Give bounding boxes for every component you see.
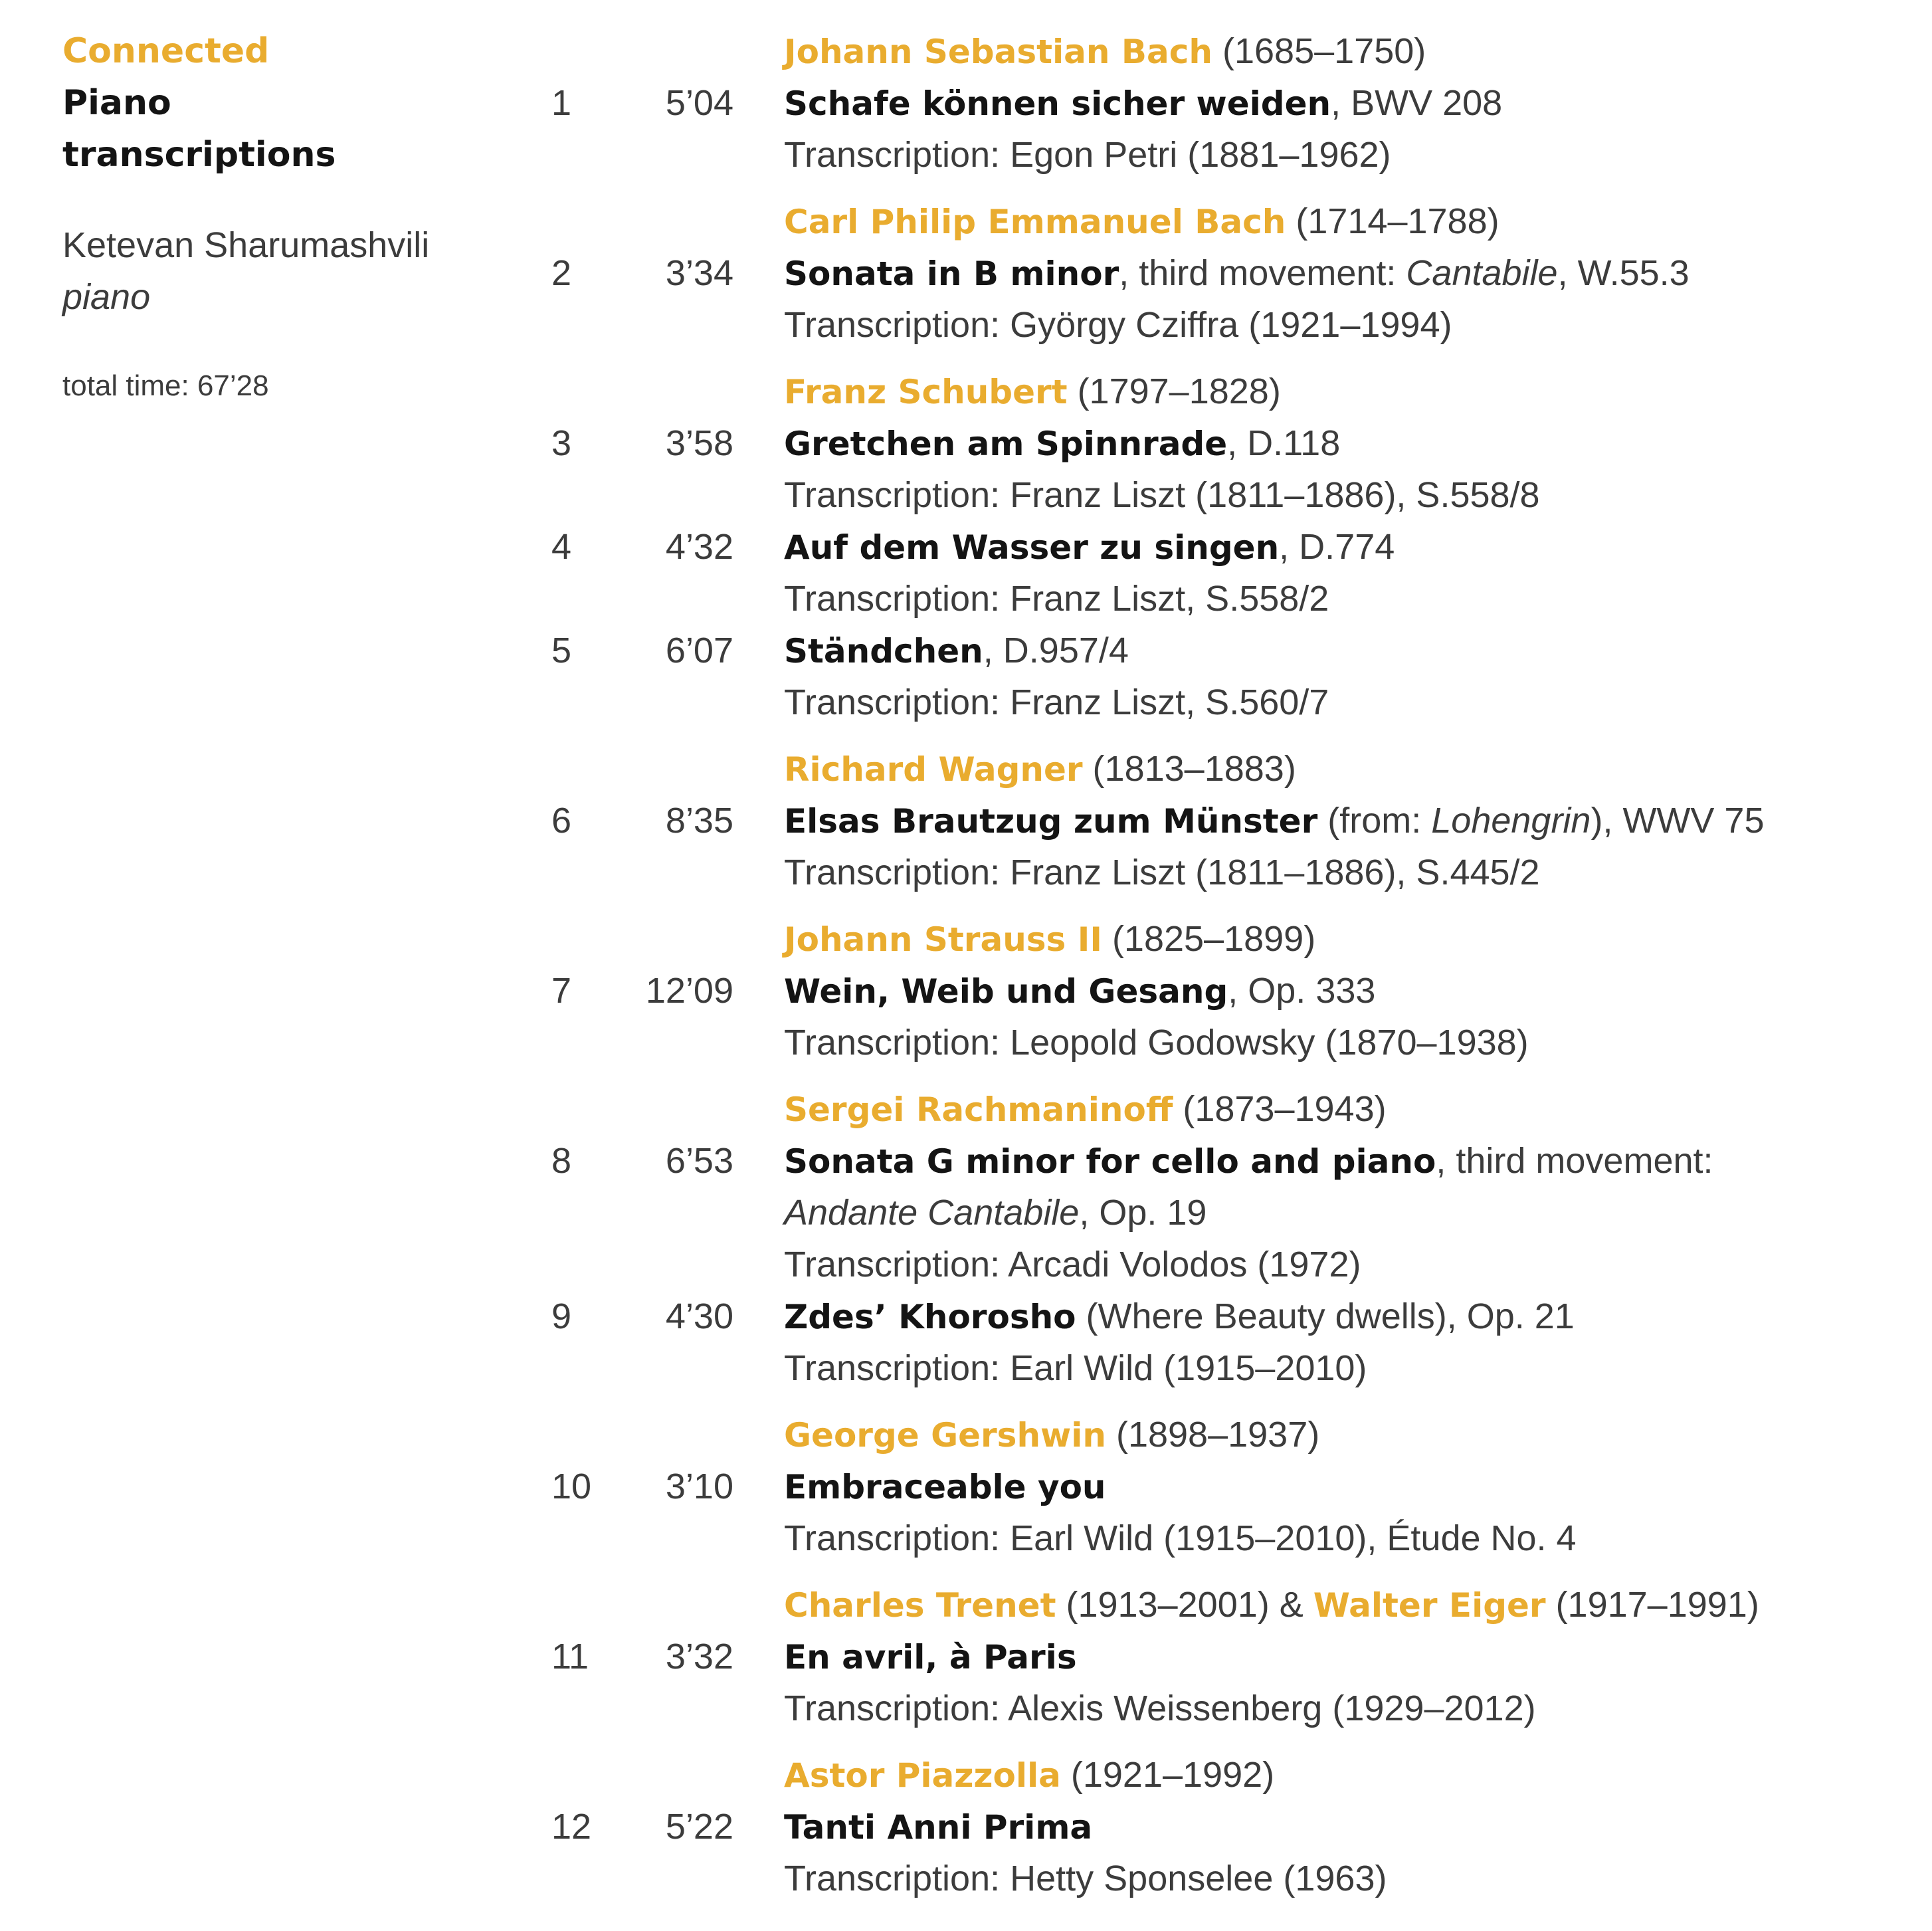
track-row — [0, 1801, 1932, 1853]
track-title-line — [784, 77, 1502, 130]
transcription-credit: Transcription: Alexis Weissenberg (1929–2012) — [784, 1688, 1536, 1728]
transcription-row — [0, 1512, 1932, 1564]
transcription-credit: Transcription: Franz Liszt, S.558/2 — [784, 579, 1329, 619]
transcription-row — [0, 847, 1932, 898]
transcription-credit: Transcription: Earl Wild (1915–2010) — [784, 1348, 1367, 1388]
transcription-credit: Transcription: Franz Liszt (1811–1886), S.558/8 — [784, 475, 1540, 515]
composer-row — [0, 1579, 1932, 1631]
transcription-credit: Transcription: Leopold Godowsky (1870–1938) — [784, 1023, 1529, 1063]
composer-row — [0, 1749, 1932, 1801]
track-title: Auf dem Wasser zu singen — [784, 528, 1280, 567]
track-title-line — [784, 1461, 1106, 1513]
track-number: 11 — [551, 1637, 589, 1677]
track-title: Schafe können sicher weiden — [784, 84, 1331, 123]
track-row — [0, 521, 1932, 573]
composer-group — [0, 1083, 1932, 1394]
transcription-credit: Transcription: György Cziffra (1921–1994) — [784, 305, 1452, 345]
track-duration: 3’10 — [665, 1467, 733, 1506]
transcription-credit: Transcription: Franz Liszt (1811–1886), S.445/2 — [784, 853, 1540, 892]
composer-name: Johann Sebastian Bach — [784, 33, 1212, 71]
track-duration: 6’07 — [665, 631, 733, 670]
composer-dates: (1873–1943) — [1173, 1089, 1387, 1129]
composer-row — [0, 195, 1932, 247]
composer-group — [0, 195, 1932, 351]
track-catalogue: ), WWV 75 — [1591, 801, 1765, 841]
track-number: 4 — [551, 527, 572, 567]
performer-instrument: piano — [62, 277, 151, 317]
total-time: total time: 67’28 — [62, 369, 269, 402]
track-title: Sonata in B minor — [784, 254, 1119, 293]
track-title-line — [784, 1631, 1077, 1683]
composer-line — [784, 1579, 1759, 1631]
composer-row — [0, 743, 1932, 795]
track-title: Zdes’ Khorosho — [784, 1298, 1076, 1336]
composer-name: George Gershwin — [784, 1416, 1106, 1455]
track-details: , third movement: — [1436, 1141, 1713, 1181]
track-number: 2 — [551, 253, 572, 293]
track-number: 8 — [551, 1141, 572, 1181]
composer-dates: (1714–1788) — [1286, 201, 1499, 241]
track-duration: 8’35 — [665, 801, 733, 841]
composer-row — [0, 365, 1932, 417]
album-title: Connected — [62, 31, 270, 71]
track-title-line — [784, 1290, 1575, 1343]
composer-group — [0, 743, 1932, 898]
track-movement: Andante Cantabile — [784, 1193, 1080, 1233]
composer-dates: (1685–1750) — [1212, 31, 1426, 71]
track-row — [0, 1631, 1932, 1682]
composer-row — [0, 25, 1932, 77]
track-number: 1 — [551, 83, 572, 123]
track-duration: 6’53 — [665, 1141, 733, 1181]
composer-name: Richard Wagner — [784, 750, 1083, 789]
track-title-line — [784, 1801, 1092, 1853]
track-details: (Where Beauty dwells), Op. 21 — [1076, 1296, 1575, 1336]
composer-group — [0, 1749, 1932, 1904]
track-duration: 3’32 — [665, 1637, 733, 1677]
composer-name: Franz Schubert — [784, 373, 1068, 411]
composer-name: Astor Piazzolla — [784, 1756, 1061, 1795]
transcription-row — [0, 1853, 1932, 1904]
track-title-line — [784, 965, 1375, 1017]
track-catalogue: , W.55.3 — [1557, 253, 1690, 293]
tracklist — [0, 25, 1932, 1919]
track-title: Tanti Anni Prima — [784, 1808, 1093, 1847]
transcription-credit: Transcription: Arcadi Volodos (1972) — [784, 1245, 1361, 1284]
track-duration: 5’22 — [665, 1807, 733, 1847]
composer-line — [784, 1083, 1387, 1136]
track-details: , D.957/4 — [983, 631, 1129, 670]
track-row — [0, 1135, 1932, 1187]
track-details: , D.774 — [1279, 527, 1395, 567]
composer-name: Charles Trenet — [784, 1586, 1056, 1625]
album-subtitle-line2: transcriptions — [62, 135, 336, 175]
track-details: , D.118 — [1227, 423, 1341, 463]
track-movement: Cantabile — [1406, 253, 1558, 293]
composer-name: Walter Eiger — [1313, 1586, 1546, 1625]
transcription-row — [0, 573, 1932, 625]
track-row — [0, 965, 1932, 1017]
composer-dates: (1797–1828) — [1067, 371, 1281, 411]
transcription-row — [0, 1239, 1932, 1290]
composer-name: Sergei Rachmaninoff — [784, 1090, 1173, 1129]
track-row — [0, 417, 1932, 469]
composer-line — [784, 195, 1499, 248]
album-subtitle-line1: Piano — [62, 83, 171, 123]
track-details: (from: — [1317, 801, 1432, 841]
track-catalogue: , Op. 19 — [1079, 1193, 1207, 1233]
track-row — [0, 1290, 1932, 1342]
track-row — [0, 625, 1932, 676]
composer-dates: (1921–1992) — [1060, 1755, 1275, 1795]
track-duration: 3’34 — [665, 253, 733, 293]
track-number: 9 — [551, 1296, 572, 1336]
composer-dates: (1913–2001) & — [1056, 1585, 1313, 1625]
performer-name: Ketevan Sharumashvili — [62, 225, 430, 265]
track-title: En avril, à Paris — [784, 1638, 1077, 1677]
composer-name: Carl Philip Emmanuel Bach — [784, 203, 1286, 241]
transcription-row — [0, 299, 1932, 351]
transcription-credit: Transcription: Hetty Sponselee (1963) — [784, 1859, 1387, 1898]
track-duration: 5’04 — [665, 83, 733, 123]
track-number: 10 — [551, 1467, 592, 1506]
transcription-row — [0, 1017, 1932, 1068]
track-title-line — [784, 795, 1764, 847]
track-row — [0, 77, 1932, 129]
track-number: 7 — [551, 971, 572, 1011]
track-title: Gretchen am Spinnrade — [784, 425, 1228, 463]
composer-dates: (1917–1991) — [1545, 1585, 1759, 1625]
track-row — [0, 795, 1932, 847]
composer-row — [0, 1083, 1932, 1135]
track-title: Wein, Weib und Gesang — [784, 972, 1228, 1011]
composer-line — [784, 365, 1281, 418]
composer-name: Johann Strauss II — [784, 920, 1102, 959]
track-title-line — [784, 417, 1340, 470]
track-details: , third movement: — [1119, 253, 1406, 293]
composer-line — [784, 743, 1296, 795]
composer-group — [0, 1409, 1932, 1564]
transcription-credit: Transcription: Earl Wild (1915–2010), Étude No. 4 — [784, 1518, 1577, 1558]
track-title: Elsas Brautzug zum Münster — [784, 802, 1318, 841]
composer-row — [0, 1409, 1932, 1461]
track-title: Sonata G minor for cello and piano — [784, 1142, 1436, 1181]
track-details: , BWV 208 — [1331, 83, 1503, 123]
track-continuation-row — [0, 1187, 1932, 1239]
composer-line — [784, 25, 1426, 78]
track-duration: 4’30 — [665, 1296, 733, 1336]
track-movement: Lohengrin — [1431, 801, 1591, 841]
track-title-line — [784, 1135, 1713, 1187]
transcription-row — [0, 1682, 1932, 1734]
composer-line — [784, 913, 1315, 966]
track-number: 12 — [551, 1807, 592, 1847]
track-continuation — [784, 1187, 1207, 1239]
track-number: 6 — [551, 801, 572, 841]
track-duration: 3’58 — [665, 423, 733, 463]
transcription-row — [0, 129, 1932, 181]
transcription-credit: Transcription: Egon Petri (1881–1962) — [784, 135, 1391, 175]
track-title-line — [784, 521, 1395, 573]
transcription-row — [0, 1342, 1932, 1394]
track-number: 5 — [551, 631, 572, 670]
composer-line — [784, 1409, 1319, 1461]
track-row — [0, 1461, 1932, 1512]
composer-group — [0, 1579, 1932, 1734]
track-details: , Op. 333 — [1228, 971, 1376, 1011]
track-title: Ständchen — [784, 632, 983, 670]
composer-group — [0, 365, 1932, 728]
track-title-line — [784, 625, 1129, 677]
transcription-row — [0, 469, 1932, 521]
track-title: Embraceable you — [784, 1468, 1106, 1506]
track-duration: 12’09 — [645, 971, 733, 1011]
track-title-line — [784, 247, 1690, 300]
transcription-credit: Transcription: Franz Liszt, S.560/7 — [784, 682, 1329, 722]
composer-dates: (1825–1899) — [1102, 919, 1316, 959]
composer-dates: (1813–1883) — [1082, 749, 1296, 789]
track-row — [0, 247, 1932, 299]
composer-dates: (1898–1937) — [1106, 1415, 1320, 1455]
track-number: 3 — [551, 423, 572, 463]
composer-row — [0, 913, 1932, 965]
track-duration: 4’32 — [665, 527, 733, 567]
composer-group — [0, 25, 1932, 181]
composer-group — [0, 913, 1932, 1068]
transcription-row — [0, 676, 1932, 728]
composer-line — [784, 1749, 1274, 1801]
